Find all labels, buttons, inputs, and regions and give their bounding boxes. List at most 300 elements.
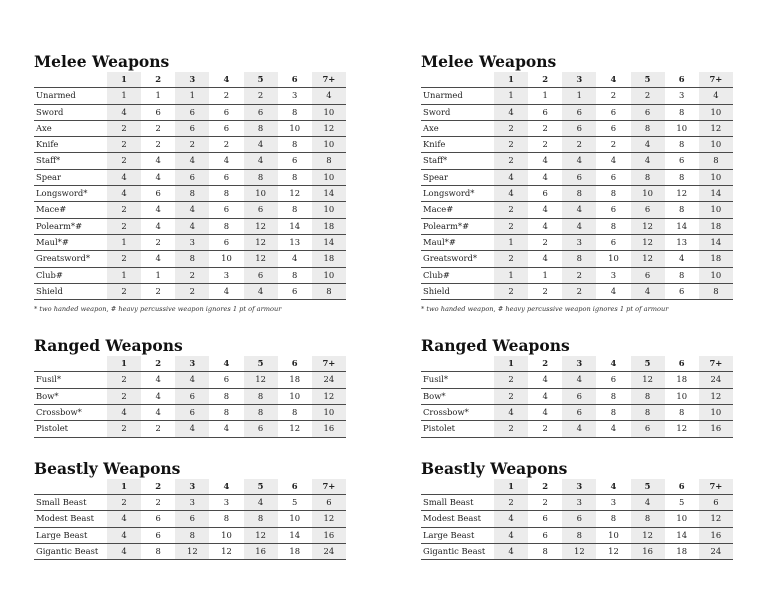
damage-value: 4 [699, 88, 733, 104]
damage-value: 12 [631, 372, 665, 388]
damage-value: 4 [244, 494, 278, 510]
weapon-name: Sword [34, 104, 107, 120]
damage-value: 4 [631, 137, 665, 153]
weapon-name: Mace# [421, 202, 494, 218]
damage-value: 6 [528, 527, 562, 543]
table-row [421, 421, 733, 437]
damage-value: 12 [244, 218, 278, 234]
damage-value: 4 [528, 405, 562, 421]
damage-value: 4 [209, 421, 243, 437]
damage-value: 10 [699, 405, 733, 421]
damage-value: 2 [175, 283, 209, 299]
damage-value: 12 [699, 511, 733, 527]
column-header: 3 [562, 72, 596, 88]
damage-value: 24 [312, 372, 346, 388]
table-row [34, 267, 346, 283]
damage-value: 10 [312, 169, 346, 185]
weapon-name: Spear [421, 169, 494, 185]
damage-value: 4 [312, 88, 346, 104]
header-row [421, 356, 733, 372]
damage-value: 8 [278, 202, 312, 218]
damage-value: 3 [562, 234, 596, 250]
damage-value: 16 [699, 527, 733, 543]
column-header: 1 [494, 479, 528, 495]
damage-value: 2 [209, 88, 243, 104]
damage-value: 14 [312, 234, 346, 250]
damage-value: 2 [562, 137, 596, 153]
table-row [34, 405, 346, 421]
damage-value: 4 [244, 283, 278, 299]
column-header: 3 [175, 479, 209, 495]
damage-value: 8 [665, 405, 699, 421]
table-row [421, 234, 733, 250]
table-row [421, 104, 733, 120]
right-column [421, 52, 733, 560]
beastly-weapons-title: Beastly Weapons [421, 458, 568, 478]
damage-value: 14 [278, 218, 312, 234]
damage-value: 8 [665, 137, 699, 153]
damage-value: 6 [631, 267, 665, 283]
column-header: 1 [107, 356, 141, 372]
weapon-name: Unarmed [421, 88, 494, 104]
weapon-name: Gigantic Beast [34, 543, 107, 559]
damage-value: 16 [312, 421, 346, 437]
damage-value: 6 [596, 234, 630, 250]
table-row [421, 267, 733, 283]
header-row [421, 479, 733, 495]
table-row [34, 372, 346, 388]
damage-value: 2 [494, 388, 528, 404]
column-header: 5 [244, 356, 278, 372]
damage-value: 3 [665, 88, 699, 104]
column-header: 3 [562, 356, 596, 372]
damage-value: 4 [528, 251, 562, 267]
damage-value: 16 [631, 543, 665, 559]
damage-value: 16 [699, 421, 733, 437]
header-row [34, 356, 346, 372]
damage-value: 2 [494, 494, 528, 510]
weapon-name: Polearm*# [421, 218, 494, 234]
damage-value: 10 [312, 202, 346, 218]
damage-value: 4 [141, 405, 175, 421]
weapon-name: Shield [421, 283, 494, 299]
column-header: 5 [244, 72, 278, 88]
damage-value: 16 [244, 543, 278, 559]
damage-value: 4 [528, 202, 562, 218]
damage-value: 2 [107, 251, 141, 267]
table-row [34, 527, 346, 543]
damage-value: 2 [631, 88, 665, 104]
damage-value: 8 [141, 543, 175, 559]
damage-value: 2 [494, 372, 528, 388]
header-corner [34, 72, 107, 88]
damage-value: 6 [209, 104, 243, 120]
damage-value: 4 [631, 153, 665, 169]
damage-value: 8 [596, 388, 630, 404]
weapon-name: Unarmed [34, 88, 107, 104]
damage-value: 2 [244, 88, 278, 104]
damage-value: 2 [107, 137, 141, 153]
column-header: 7+ [699, 479, 733, 495]
damage-value: 8 [312, 283, 346, 299]
damage-value: 12 [244, 251, 278, 267]
damage-value: 8 [562, 251, 596, 267]
damage-value: 12 [631, 251, 665, 267]
damage-value: 18 [699, 218, 733, 234]
damage-value: 12 [278, 186, 312, 202]
damage-value: 4 [278, 251, 312, 267]
damage-value: 12 [562, 543, 596, 559]
damage-value: 1 [494, 234, 528, 250]
column-header: 6 [678, 74, 685, 84]
damage-value: 6 [631, 202, 665, 218]
ranged-weapons-title: Ranged Weapons [34, 336, 183, 356]
header-row [421, 72, 733, 88]
column-header: 7+ [312, 479, 346, 495]
table-row [34, 137, 346, 153]
damage-value: 24 [312, 543, 346, 559]
table-row [34, 169, 346, 185]
damage-value: 6 [141, 186, 175, 202]
table-row [421, 120, 733, 136]
weapon-name: Small Beast [421, 494, 494, 510]
column-header: 1 [107, 72, 141, 88]
damage-value: 1 [528, 267, 562, 283]
damage-value: 4 [562, 372, 596, 388]
damage-value: 8 [209, 186, 243, 202]
damage-value: 5 [278, 494, 312, 510]
damage-value: 6 [244, 267, 278, 283]
melee-weapons-title: Melee Weapons [34, 52, 170, 71]
damage-value: 8 [209, 218, 243, 234]
table-row [421, 388, 733, 404]
table-row [421, 511, 733, 527]
table-row [421, 251, 733, 267]
damage-value: 4 [175, 372, 209, 388]
table-row [34, 543, 346, 559]
weapon-name: Shield [34, 283, 107, 299]
damage-value: 6 [175, 169, 209, 185]
column-header: 4 [610, 74, 617, 84]
weapon-name: Maul*# [421, 234, 494, 250]
column-header: 1 [494, 356, 528, 372]
table-row [34, 104, 346, 120]
damage-value: 1 [107, 88, 141, 104]
damage-value: 4 [596, 153, 630, 169]
table-row [34, 421, 346, 437]
damage-value: 6 [175, 120, 209, 136]
column-header: 2 [542, 480, 549, 491]
table-row [421, 218, 733, 234]
damage-value: 4 [494, 511, 528, 527]
weapon-name: Knife [421, 137, 494, 153]
damage-value: 10 [312, 137, 346, 153]
header-corner [421, 72, 494, 88]
damage-value: 2 [494, 251, 528, 267]
damage-value: 8 [596, 405, 630, 421]
weapon-name: Crossbow* [421, 405, 494, 421]
damage-value: 8 [312, 153, 346, 169]
damage-value: 2 [141, 283, 175, 299]
damage-value: 6 [209, 234, 243, 250]
damage-value: 6 [528, 511, 562, 527]
table-row [34, 511, 346, 527]
melee-weapons-title: Melee Weapons [421, 52, 557, 71]
damage-value: 1 [528, 88, 562, 104]
damage-value: 8 [175, 186, 209, 202]
damage-value: 1 [494, 88, 528, 104]
damage-value: 6 [596, 120, 630, 136]
damage-value: 8 [631, 405, 665, 421]
damage-value: 2 [107, 283, 141, 299]
damage-value: 4 [175, 153, 209, 169]
damage-value: 18 [665, 543, 699, 559]
damage-value: 8 [631, 120, 665, 136]
damage-value: 12 [175, 543, 209, 559]
table-row [421, 186, 733, 202]
damage-value: 10 [244, 186, 278, 202]
damage-value: 6 [175, 511, 209, 527]
damage-value: 2 [562, 283, 596, 299]
damage-value: 4 [175, 218, 209, 234]
damage-value: 2 [209, 137, 243, 153]
damage-value: 4 [631, 283, 665, 299]
damage-value: 4 [528, 169, 562, 185]
melee-weapons-table [34, 72, 346, 300]
table-row [34, 120, 346, 136]
table-row [34, 88, 346, 104]
damage-value: 4 [494, 169, 528, 185]
damage-value: 12 [312, 511, 346, 527]
damage-value: 6 [665, 283, 699, 299]
damage-value: 8 [244, 169, 278, 185]
damage-value: 8 [699, 153, 733, 169]
damage-value: 12 [209, 543, 243, 559]
damage-value: 3 [175, 234, 209, 250]
column-header: 6 [291, 358, 298, 369]
damage-value: 4 [562, 202, 596, 218]
damage-value: 12 [631, 234, 665, 250]
damage-value: 2 [107, 494, 141, 510]
damage-value: 8 [244, 511, 278, 527]
damage-value: 12 [631, 527, 665, 543]
damage-value: 4 [141, 202, 175, 218]
damage-value: 6 [596, 372, 630, 388]
column-header: 2 [542, 358, 549, 369]
damage-value: 8 [278, 405, 312, 421]
damage-value: 2 [494, 218, 528, 234]
damage-value: 4 [141, 388, 175, 404]
damage-value: 4 [107, 543, 141, 559]
damage-value: 4 [494, 527, 528, 543]
damage-value: 10 [631, 186, 665, 202]
damage-value: 14 [665, 218, 699, 234]
damage-value: 4 [244, 153, 278, 169]
damage-value: 8 [175, 251, 209, 267]
damage-value: 10 [665, 388, 699, 404]
damage-value: 10 [596, 251, 630, 267]
column-header: 7+ [699, 356, 733, 372]
column-header: 5 [631, 72, 665, 88]
damage-value: 8 [209, 511, 243, 527]
damage-value: 3 [596, 267, 630, 283]
damage-value: 2 [107, 153, 141, 169]
weapon-name: Fusil* [34, 372, 107, 388]
damage-value: 2 [141, 421, 175, 437]
table-row [34, 153, 346, 169]
damage-value: 2 [528, 494, 562, 510]
damage-value: 1 [175, 88, 209, 104]
weapon-name: Longsword* [421, 186, 494, 202]
damage-value: 4 [631, 494, 665, 510]
damage-value: 4 [494, 405, 528, 421]
damage-value: 4 [175, 202, 209, 218]
damage-value: 6 [631, 104, 665, 120]
damage-value: 2 [562, 267, 596, 283]
damage-value: 8 [596, 186, 630, 202]
damage-value: 6 [562, 120, 596, 136]
damage-value: 2 [596, 137, 630, 153]
damage-value: 8 [244, 388, 278, 404]
damage-value: 6 [278, 153, 312, 169]
damage-value: 4 [562, 218, 596, 234]
damage-value: 6 [528, 186, 562, 202]
table-row [421, 405, 733, 421]
damage-value: 13 [278, 234, 312, 250]
damage-value: 8 [562, 186, 596, 202]
damage-value: 12 [278, 421, 312, 437]
damage-value: 8 [244, 405, 278, 421]
damage-value: 4 [528, 372, 562, 388]
damage-value: 2 [528, 283, 562, 299]
damage-value: 10 [209, 251, 243, 267]
damage-value: 18 [278, 372, 312, 388]
table-row [34, 218, 346, 234]
weapon-name: Modest Beast [34, 511, 107, 527]
column-header: 7+ [312, 356, 346, 372]
column-header: 6 [678, 480, 685, 491]
damage-value: 14 [278, 527, 312, 543]
damage-value: 4 [107, 511, 141, 527]
damage-value: 3 [278, 88, 312, 104]
damage-value: 8 [699, 283, 733, 299]
damage-value: 18 [699, 251, 733, 267]
damage-value: 10 [699, 169, 733, 185]
damage-value: 12 [596, 543, 630, 559]
damage-value: 6 [244, 104, 278, 120]
damage-value: 16 [312, 527, 346, 543]
damage-value: 6 [278, 283, 312, 299]
weapon-name: Small Beast [34, 494, 107, 510]
damage-value: 6 [528, 104, 562, 120]
damage-value: 2 [175, 267, 209, 283]
damage-value: 8 [175, 527, 209, 543]
weapon-name: Pistolet [34, 421, 107, 437]
damage-value: 4 [665, 251, 699, 267]
damage-value: 24 [699, 372, 733, 388]
damage-value: 6 [141, 511, 175, 527]
damage-value: 10 [278, 120, 312, 136]
weapon-name: Bow* [421, 388, 494, 404]
damage-value: 2 [494, 202, 528, 218]
damage-value: 4 [528, 218, 562, 234]
damage-value: 8 [631, 169, 665, 185]
weapon-name: Axe [34, 120, 107, 136]
column-header: 2 [155, 74, 162, 84]
weapon-name: Pistolet [421, 421, 494, 437]
damage-value: 4 [107, 169, 141, 185]
weapon-name: Longsword* [34, 186, 107, 202]
header-corner [421, 479, 494, 495]
column-header: 1 [107, 479, 141, 495]
damage-value: 4 [528, 388, 562, 404]
weapon-name: Modest Beast [421, 511, 494, 527]
weapon-name: Axe [421, 120, 494, 136]
damage-value: 6 [562, 511, 596, 527]
beastly-weapons-table [34, 479, 346, 560]
damage-value: 13 [665, 234, 699, 250]
damage-value: 5 [665, 494, 699, 510]
damage-value: 12 [699, 388, 733, 404]
table-row [421, 202, 733, 218]
column-header: 7+ [312, 72, 346, 88]
table-row [421, 527, 733, 543]
damage-value: 6 [596, 169, 630, 185]
damage-value: 4 [107, 104, 141, 120]
damage-value: 6 [562, 169, 596, 185]
damage-value: 18 [278, 543, 312, 559]
table-row [34, 186, 346, 202]
damage-value: 8 [596, 511, 630, 527]
damage-value: 6 [562, 104, 596, 120]
damage-value: 1 [141, 267, 175, 283]
damage-value: 4 [494, 104, 528, 120]
weapon-name: Staff* [34, 153, 107, 169]
damage-value: 6 [244, 421, 278, 437]
damage-value: 4 [494, 186, 528, 202]
damage-value: 10 [699, 267, 733, 283]
damage-value: 4 [562, 421, 596, 437]
column-header: 6 [678, 358, 685, 369]
column-header: 3 [175, 72, 209, 88]
table-row [421, 137, 733, 153]
header-row [34, 72, 346, 88]
damage-value: 6 [175, 388, 209, 404]
damage-value: 6 [244, 202, 278, 218]
column-header: 6 [291, 74, 298, 84]
damage-value: 10 [665, 120, 699, 136]
damage-value: 1 [494, 267, 528, 283]
damage-value: 8 [665, 104, 699, 120]
table-row [34, 283, 346, 299]
damage-value: 8 [528, 543, 562, 559]
damage-value: 8 [596, 218, 630, 234]
damage-value: 4 [596, 283, 630, 299]
damage-value: 3 [209, 267, 243, 283]
damage-value: 4 [562, 153, 596, 169]
weapon-name: Club# [421, 267, 494, 283]
damage-value: 12 [312, 388, 346, 404]
damage-value: 4 [141, 251, 175, 267]
damage-value: 8 [665, 202, 699, 218]
column-header: 2 [155, 358, 162, 369]
table-row [421, 88, 733, 104]
damage-value: 10 [665, 511, 699, 527]
damage-value: 18 [312, 251, 346, 267]
ranged-weapons-table [34, 356, 346, 437]
table-row [421, 169, 733, 185]
table-row [421, 372, 733, 388]
